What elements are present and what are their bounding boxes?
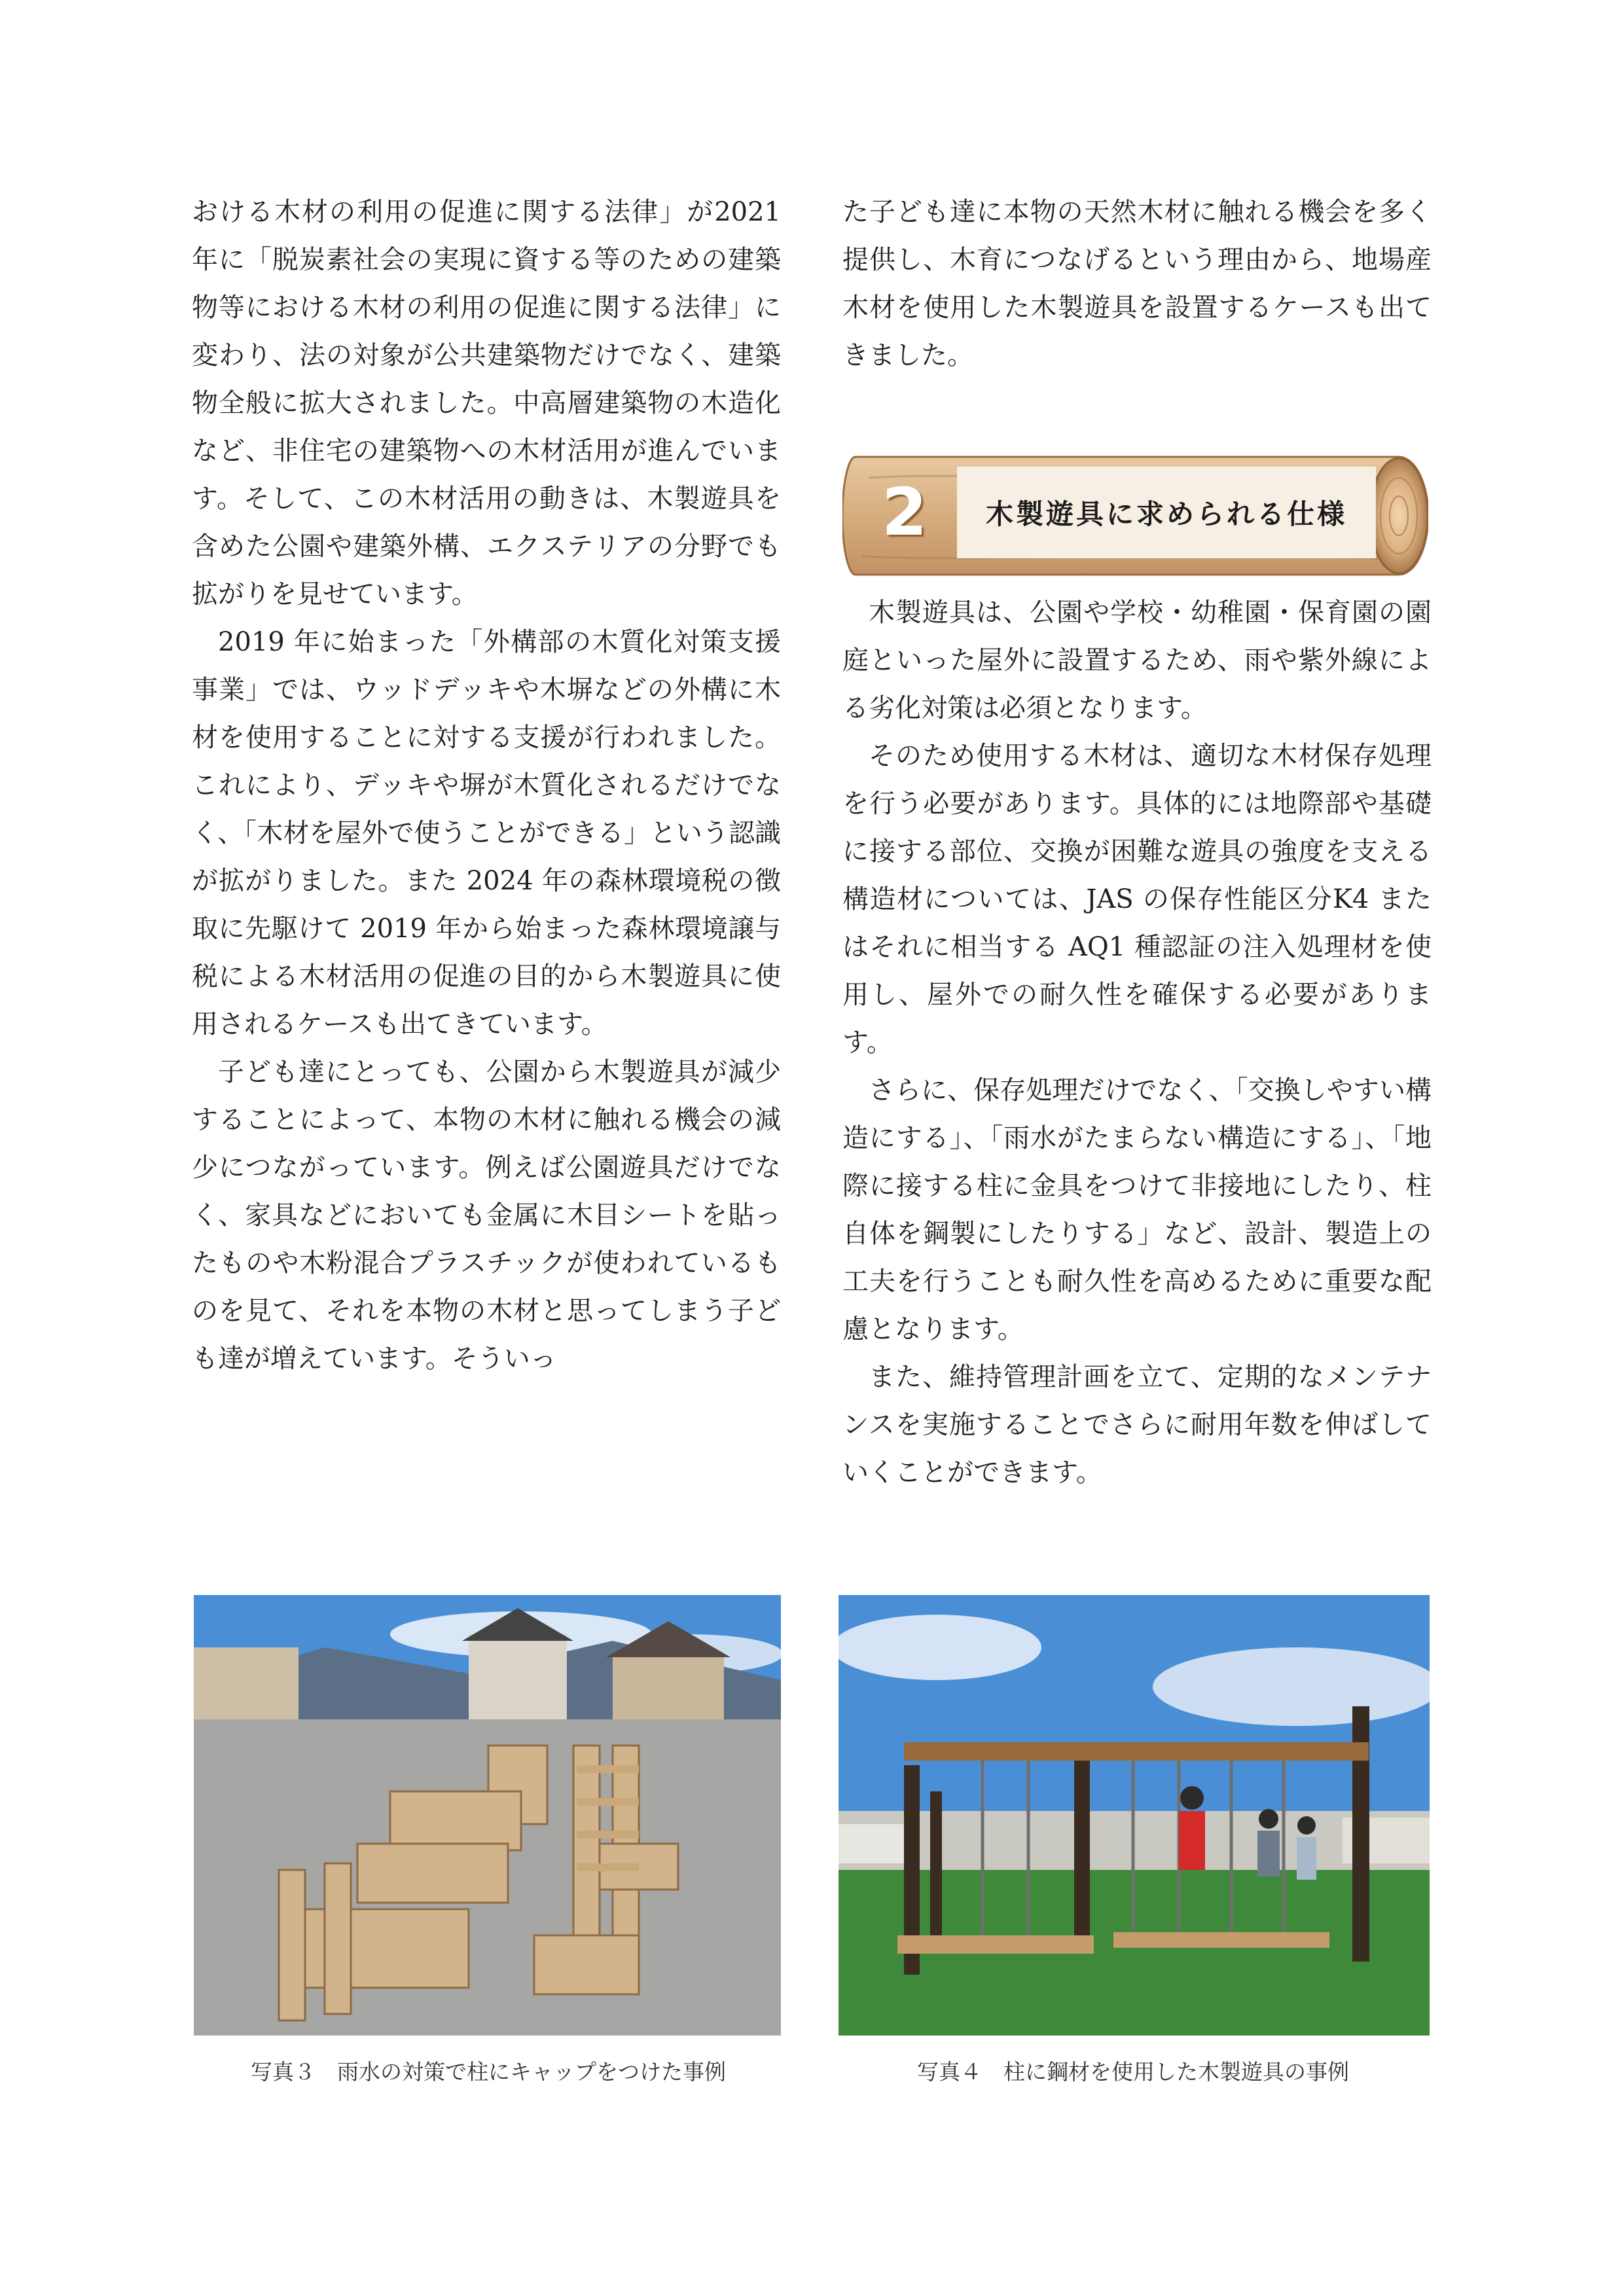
left-paragraph-1: おける木材の利用の促進に関する法律」が2021 年に「脱炭素社会の実現に資する等のための建築物等における木材の利用の促進に関する法律」に変わり、法の対象が公共建築物だけでなく、建築物全般に拡大されました。中高層建築物の木造化など、非住宅の建築物への木材活用が進んでいます。そして、この木材活用の動きは、木製遊具を含めた公園や建築外構、エクステリアの分野でも拡がりを見せています。 — [192, 197, 781, 609]
section-heading-banner — [842, 452, 1428, 580]
photo-4-caption: 写真４ 柱に鋼材を使用した木製遊具の事例 — [917, 2059, 1349, 2085]
left-paragraph-2: 2019 年に始まった「外構部の木質化対策支援事業」では、ウッドデッキや木塀などの外構に木材を使用することに対する支援が行われました。これにより、デッキや塀が木質化されるだけでなく、「木材を屋外で使うことができる」という認識が拡がりました。また 2024 年の森林環境税の徴取に先駆けて 2019 年から始まった森林環境譲与税による木材活用の促進の目的から木製遊具に使用されるケースも出てきています。 — [192, 627, 781, 1039]
right-paragraph-5: また、維持管理計画を立て、定期的なメンテナンスを実施することでさらに耐用年数を伸ばしていくことができます。 — [842, 1362, 1432, 1488]
right-paragraph-2: 木製遊具は、公園や学校・幼稚園・保育園の園庭といった屋外に設置するため、雨や紫外線による劣化対策は必須となります。 — [842, 598, 1432, 723]
right-paragraph-1: た子ども達に本物の天然木材に触れる機会を多く提供し、木育につなげるという理由から、地場産木材を使用した木製遊具を設置するケースも出てきました。 — [842, 197, 1432, 370]
section-number: 2 — [882, 474, 928, 550]
photo-4-steel-post-play-equipment — [839, 1595, 1430, 2036]
left-text-column — [192, 188, 781, 1383]
photo-3-playground-caps — [194, 1595, 781, 2036]
right-text-column-continued — [842, 589, 1432, 1497]
right-paragraph-3: そのため使用する木材は、適切な木材保存処理を行う必要があります。具体的には地際部や基礎に接する部位、交換が困難な遊具の強度を支える構造材については、JAS の保存性能区分K4 またはそれに相当する AQ1 種認証の注入処理材を使用し、屋外での耐久性を確保する必要があります。 — [842, 741, 1432, 1058]
photo-3-caption: 写真３ 雨水の対策で柱にキャップをつけた事例 — [251, 2059, 726, 2085]
section-title: 木製遊具に求められる仕様 — [957, 467, 1376, 558]
right-text-column — [842, 188, 1432, 380]
left-paragraph-3: 子ども達にとっても、公園から木製遊具が減少することによって、本物の木材に触れる機会の減少につながっています。例えば公園遊具だけでなく、家具などにおいても金属に木目シートを貼ったものや木粉混合プラスチックが使われているものを見て、それを本物の木材と思ってしまう子ども達が増えています。そういっ — [192, 1057, 781, 1374]
right-paragraph-4: さらに、保存処理だけでなく、「交換しやすい構造にする」、「雨水がたまらない構造にする」、「地際に接する柱に金具をつけて非接地にしたり、柱自体を鋼製にしたりする」など、設計、製造上の工夫を行うことも耐久性を高めるために重要な配慮となります。 — [842, 1075, 1432, 1344]
